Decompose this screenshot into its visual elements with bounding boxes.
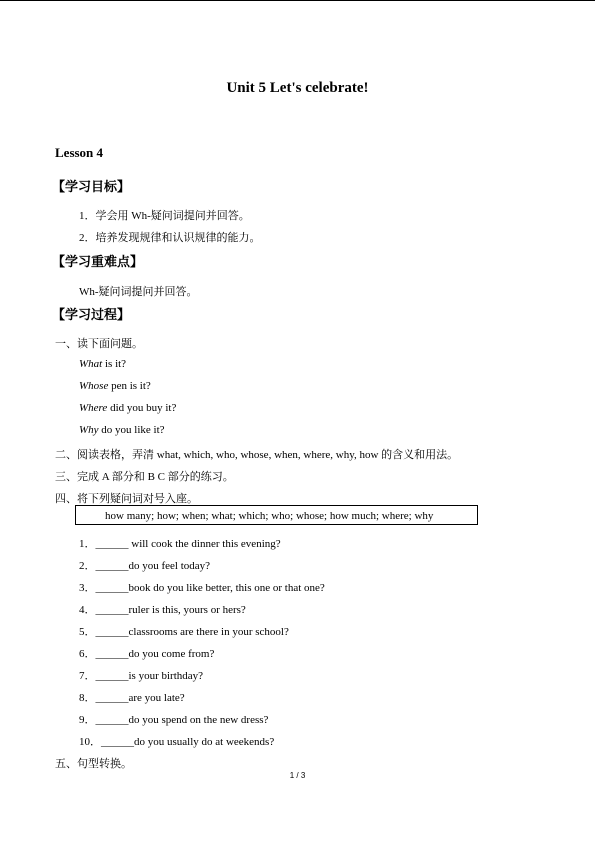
exercise-item: 5．______classrooms are there in your school? bbox=[79, 626, 289, 638]
key-points-text: Wh-疑问词提问并回答。 bbox=[79, 286, 198, 298]
lesson-label: Lesson 4 bbox=[55, 145, 104, 160]
exercise-item: 10．______do you usually do at weekends? bbox=[79, 736, 275, 748]
key-points-heading: 【学习重难点】 bbox=[52, 254, 144, 269]
section1-label: 一、读下面问题。 bbox=[55, 338, 143, 350]
objective-item: 1．学会用 Wh-疑问词提问并回答。 bbox=[79, 210, 250, 222]
process-heading: 【学习过程】 bbox=[52, 307, 131, 322]
question-rest: pen is it? bbox=[108, 380, 151, 392]
section3-text: 三、完成 A 部分和 B C 部分的练习。 bbox=[55, 471, 234, 483]
objective-item: 2．培养发现规律和认识规律的能力。 bbox=[79, 232, 261, 244]
exercise-item: 9．______do you spend on the new dress? bbox=[79, 714, 269, 726]
exercise-item: 7．______is your birthday? bbox=[79, 670, 204, 682]
exercise-item: 1．______ will cook the dinner this evening? bbox=[79, 538, 281, 550]
question-word: Where bbox=[79, 402, 108, 414]
word-box-text: how many; how; when; what; which; who; whose; how much; where; why bbox=[105, 510, 434, 522]
exercise-item: 3．______book do you like better, this one or that one? bbox=[79, 582, 325, 594]
word-box bbox=[75, 505, 478, 525]
question-line bbox=[79, 424, 165, 436]
page-title: Unit 5 Let's celebrate! bbox=[226, 80, 369, 96]
question-word: Whose bbox=[79, 380, 109, 392]
section5-label: 五、句型转换。 bbox=[55, 758, 132, 770]
exercise-item: 2．______do you feel today? bbox=[79, 560, 211, 572]
question-word: Why bbox=[79, 424, 99, 436]
exercise-item: 6．______do you come from? bbox=[79, 648, 215, 660]
page-number: 1 / 3 bbox=[289, 771, 306, 780]
objectives-heading: 【学习目标】 bbox=[52, 179, 131, 194]
question-line bbox=[79, 380, 151, 392]
section2-text: 二、阅读表格，弄清 what, which, who, whose, when, where, why, how 的含义和用法。 bbox=[55, 449, 459, 461]
top-rule bbox=[0, 0, 595, 1]
exercise-item: 4．______ruler is this, yours or hers? bbox=[79, 604, 246, 616]
exercise-item: 8．______are you late? bbox=[79, 692, 185, 704]
question-rest: do you like it? bbox=[98, 424, 165, 436]
question-line bbox=[79, 358, 126, 370]
question-rest: is it? bbox=[102, 358, 127, 370]
section4-label: 四、将下列疑问词对号入座。 bbox=[55, 493, 198, 505]
question-line bbox=[79, 402, 176, 414]
question-rest: did you buy it? bbox=[107, 402, 177, 414]
question-word: What bbox=[79, 358, 103, 370]
